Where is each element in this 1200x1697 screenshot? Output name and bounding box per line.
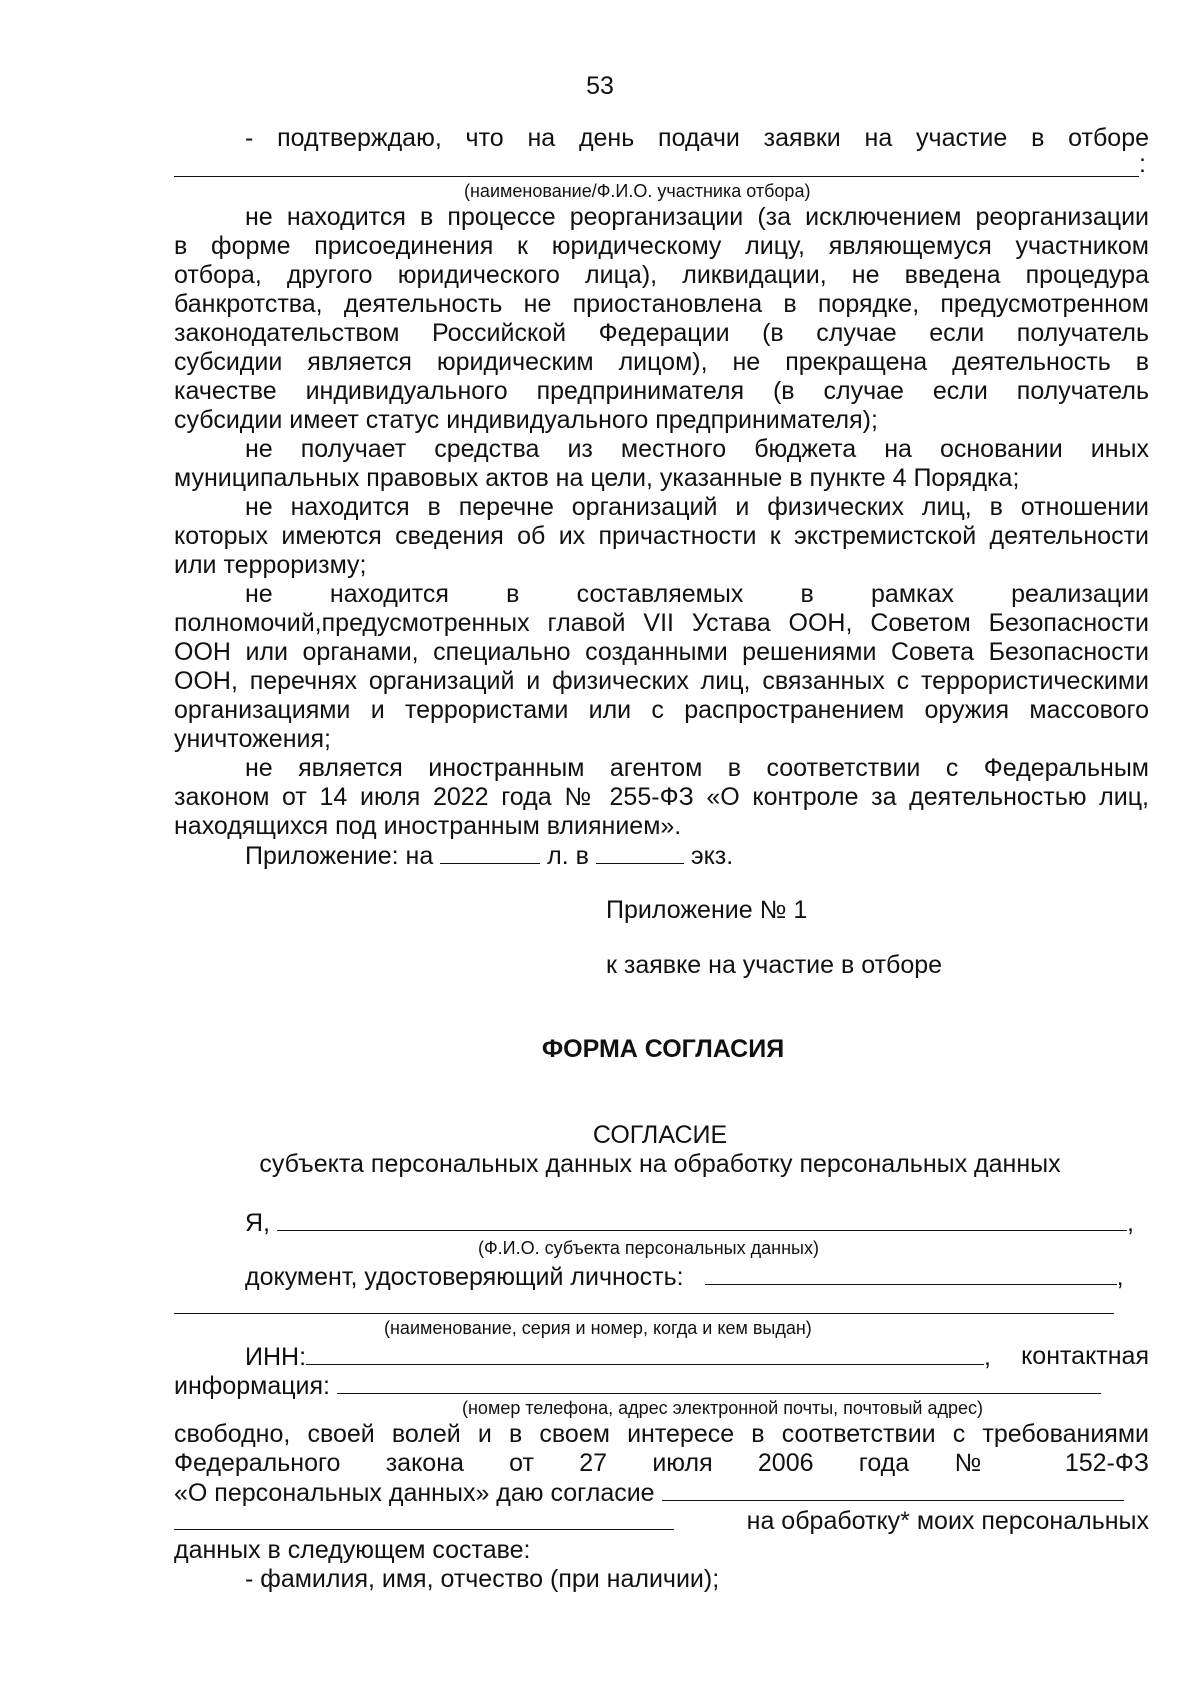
operator-blank-2[interactable] xyxy=(174,1507,674,1530)
consent-text-2: Федерального закона от 27 июля 2006 года № 152-ФЗ xyxy=(174,1449,1149,1477)
para4-line3: ООН или органами, специально созданными решениями Совета Безопасности xyxy=(174,638,1149,666)
attachment-label: Приложение: на xyxy=(245,842,434,870)
para1-line4: банкротства, деятельность не приостановлена в порядке, предусмотренном xyxy=(174,290,1149,318)
para5-line1: не является иностранным агентом в соответствии с Федеральным xyxy=(245,754,1149,782)
para4-line2: полномочий,предусмотренных главой VII Устава ООН, Советом Безопасности xyxy=(174,609,1149,637)
consent-text-3-label: «О персональных данных» даю согласие xyxy=(174,1479,655,1507)
contact-label: контактная xyxy=(1021,1342,1149,1370)
consent-text-6: - фамилия, имя, отчество (при наличии); xyxy=(245,1565,720,1593)
para4-line1: не находится в составляемых в рамках реализации xyxy=(245,580,1149,608)
para5-line2: законом от 14 июля 2022 года № 255-ФЗ «О контроле за деятельностью лиц, xyxy=(174,783,1149,811)
info-line xyxy=(174,1371,1149,1401)
contact-info-blank[interactable] xyxy=(337,1371,1101,1394)
para2-line2: муниципальных правовых актов на цели, указанные в пункте 4 Порядка; xyxy=(174,464,1020,492)
ya-comma: , xyxy=(1126,1209,1134,1237)
doc-line xyxy=(245,1262,1149,1292)
para1-line3: отбора, другого юридического лица), ликвидации, не введена процедура xyxy=(174,261,1149,289)
pages-count-blank[interactable] xyxy=(440,841,540,864)
form-title: ФОРМА СОГЛАСИЯ xyxy=(541,1035,785,1063)
doc-details-line xyxy=(174,1313,1114,1314)
inn-line xyxy=(245,1342,1149,1372)
copies-count-blank[interactable] xyxy=(596,841,684,864)
consent-text-4-label: на обработку* моих персональных xyxy=(746,1507,1149,1535)
para1-line6: субсидии является юридическим лицом), не прекращена деятельность в xyxy=(174,348,1149,376)
participant-name-line xyxy=(174,176,1139,177)
ya-line xyxy=(245,1208,1149,1238)
para4-line6: уничтожения; xyxy=(174,725,331,753)
consent-text-5: данных в следующем составе: xyxy=(174,1536,531,1564)
inn-comma: , xyxy=(984,1343,991,1371)
doc-comma: , xyxy=(1116,1263,1124,1291)
consent-subheading: субъекта персональных данных на обработку персональных данных xyxy=(259,1150,1061,1178)
fio-blank[interactable] xyxy=(277,1208,1127,1231)
consent-text-3 xyxy=(174,1478,1149,1508)
attachment-line xyxy=(245,841,1149,871)
inn-blank[interactable] xyxy=(306,1342,984,1365)
appendix-title: Приложение № 1 xyxy=(606,896,808,924)
page-number: 53 xyxy=(586,72,614,100)
intro-line: - подтверждаю, что на день подачи заявки на участие в отборе xyxy=(245,124,1149,152)
operator-blank[interactable] xyxy=(662,1478,1124,1501)
para1-line8: субсидии имеет статус индивидуального предпринимателя); xyxy=(174,406,878,434)
doc-caption: (наименование, серия и номер, когда и кем выдан) xyxy=(384,1318,812,1338)
colon: : xyxy=(1139,150,1146,178)
fio-caption: (Ф.И.О. субъекта персональных данных) xyxy=(478,1238,819,1258)
para1-line5: законодательством Российской Федерации (в случае если получатель xyxy=(174,319,1149,347)
contact-caption: (номер телефона, адрес электронной почты, почтовый адрес) xyxy=(462,1398,984,1418)
consent-text-4 xyxy=(174,1507,1149,1537)
pages-label: л. в xyxy=(547,842,589,870)
participant-caption: (наименование/Ф.И.О. участника отбора) xyxy=(464,181,811,201)
para1-line7: качестве индивидуального предпринимателя (в случае если получатель xyxy=(174,377,1149,405)
appendix-subtitle: к заявке на участие в отборе xyxy=(606,951,943,979)
para4-line4: ООН, перечнях организаций и физических лиц, связанных с террористическими xyxy=(174,667,1149,695)
para2-line1: не получает средства из местного бюджета на основании иных xyxy=(245,435,1149,463)
para3-line3: или терроризму; xyxy=(174,551,367,579)
para5-line3: находящихся под иностранным влиянием». xyxy=(174,812,682,840)
consent-text-1: свободно, своей волей и в своем интересе в соответствии с требованиями xyxy=(174,1420,1149,1448)
ya-label: Я, xyxy=(245,1209,270,1237)
doc-label: документ, удостоверяющий личность: xyxy=(245,1263,684,1291)
copies-label: экз. xyxy=(690,842,734,870)
doc-blank[interactable] xyxy=(705,1262,1117,1285)
para1-line2: в форме присоединения к юридическому лицу, являющемуся участником xyxy=(174,232,1149,260)
info-label: информация: xyxy=(174,1372,331,1400)
consent-heading: СОГЛАСИЕ xyxy=(592,1121,728,1149)
para3-line2: которых имеются сведения об их причастности к экстремистской деятельности xyxy=(174,522,1149,550)
para1-line1: не находится в процессе реорганизации (за исключением реорганизации xyxy=(245,203,1149,231)
para3-line1: не находится в перечне организаций и физических лиц, в отношении xyxy=(245,493,1149,521)
inn-label: ИНН: xyxy=(245,1343,307,1371)
para4-line5: организациями и террористами или с распространением оружия массового xyxy=(174,696,1149,724)
